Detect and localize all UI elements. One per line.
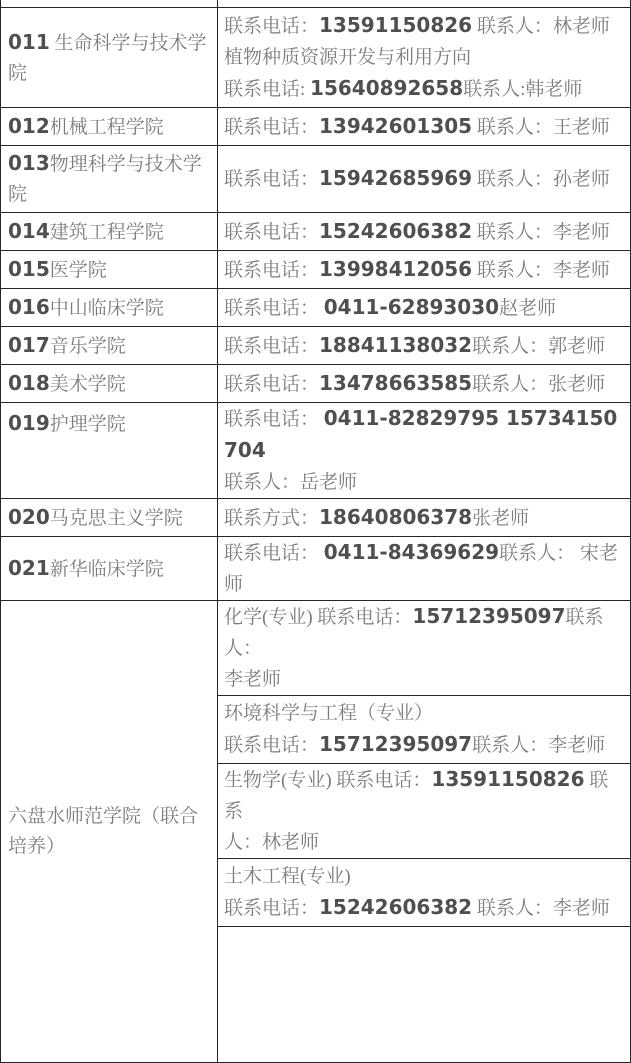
dept-cell: 017音乐学院 bbox=[1, 327, 218, 365]
dept-cell: 014建筑工程学院 bbox=[1, 213, 218, 251]
contact-line: 联系电话：15242606382 联系人：李老师 bbox=[224, 895, 610, 919]
phone-number: 15712395097 bbox=[412, 604, 566, 628]
contact-cell bbox=[218, 289, 631, 327]
phone-number: 15942685969 bbox=[319, 166, 473, 190]
phone-number: 012 bbox=[8, 113, 50, 138]
contact-line: 联系方式：18640806378张老师 bbox=[224, 504, 530, 529]
table-row bbox=[1, 8, 631, 108]
contact-cell bbox=[218, 327, 631, 365]
contact-cell bbox=[218, 146, 631, 213]
contact-cell bbox=[218, 8, 631, 108]
contact-line: 化学(专业) 联系电话：15712395097联系人： bbox=[224, 604, 604, 659]
table-row bbox=[1, 365, 631, 403]
contact-line: 联系电话：13591150826 联系人：林老师 bbox=[224, 13, 610, 37]
dept-cell: 012机械工程学院 bbox=[1, 108, 218, 146]
contact-cell bbox=[218, 0, 631, 8]
contact-line: 环境科学与工程（专业） bbox=[224, 703, 434, 724]
contact-cell bbox=[218, 696, 631, 764]
phone-number: 018 bbox=[8, 370, 50, 395]
dept-cell: 013物理科学与技术学院 bbox=[1, 146, 218, 213]
contact-line: 联系电话：15712395097联系人：李老师 bbox=[224, 732, 606, 756]
table-row bbox=[1, 213, 631, 251]
contact-line: 人：林老师 bbox=[224, 832, 320, 853]
contact-line: 联系电话：13942601305 联系人：王老师 bbox=[224, 113, 610, 138]
contact-cell bbox=[218, 403, 631, 499]
phone-number: 13942601305 bbox=[319, 113, 473, 138]
contact-line: 联系电话： 0411-82829795 15734150704 bbox=[224, 406, 618, 462]
phone-number: 017 bbox=[8, 332, 50, 357]
contact-line: 联系电话： 0411-62893030赵老师 bbox=[224, 294, 557, 319]
contact-line: 联系电话：15242606382 联系人：李老师 bbox=[224, 218, 610, 243]
table-subrow bbox=[1, 601, 631, 696]
dept-cell: 011 生命科学与技术学院 bbox=[1, 8, 218, 108]
contact-cell bbox=[218, 499, 631, 537]
contact-cell bbox=[218, 927, 631, 1063]
table-row bbox=[1, 251, 631, 289]
table-row bbox=[1, 499, 631, 537]
phone-number: 13591150826 bbox=[431, 767, 585, 791]
dept-cell: 021新华临床学院 bbox=[1, 537, 218, 601]
phone-number: 15242606382 bbox=[319, 218, 473, 243]
contact-line: 联系电话: 15640892658联系人:韩老师 bbox=[224, 76, 583, 100]
contact-line: 联系人：岳老师 bbox=[224, 472, 358, 493]
contact-cell bbox=[218, 859, 631, 927]
phone-number: 18640806378 bbox=[319, 504, 473, 529]
contact-line: 植物种质资源开发与利用方向 bbox=[224, 47, 472, 68]
contact-cell bbox=[218, 764, 631, 859]
contact-cell bbox=[218, 601, 631, 696]
contact-line: 联系电话： 0411-84369629联系人： 宋老师 bbox=[224, 540, 618, 595]
dept-cell: 019护理学院 bbox=[1, 403, 218, 499]
dept-cell: 018美术学院 bbox=[1, 365, 218, 403]
contact-line: 土木工程(专业) bbox=[224, 866, 351, 887]
phone-number: 019 bbox=[8, 411, 50, 435]
phone-number: 18841138032 bbox=[319, 332, 473, 357]
table-row bbox=[1, 108, 631, 146]
contact-line: 联系电话：18841138032联系人：郭老师 bbox=[224, 332, 606, 357]
table-row bbox=[1, 289, 631, 327]
contact-cell bbox=[218, 537, 631, 601]
phone-number: 013 bbox=[8, 151, 50, 175]
phone-number: 016 bbox=[8, 294, 50, 319]
table-row bbox=[1, 146, 631, 213]
contact-cell bbox=[218, 108, 631, 146]
dept-cell bbox=[1, 0, 218, 8]
contact-line: 联系电话：13478663585联系人：张老师 bbox=[224, 370, 606, 395]
phone-number: 021 bbox=[8, 555, 50, 580]
phone-number: 15640892658 bbox=[310, 76, 464, 100]
dept-cell: 016中山临床学院 bbox=[1, 289, 218, 327]
phone-number: 0411-62893030 bbox=[323, 294, 500, 319]
table-row bbox=[1, 403, 631, 499]
table-row-partial bbox=[1, 0, 631, 8]
contact-line: 联系电话：13998412056 联系人：李老师 bbox=[224, 256, 610, 281]
phone-number: 011 bbox=[8, 29, 50, 54]
phone-number: 13591150826 bbox=[319, 13, 473, 37]
phone-number: 15712395097 bbox=[319, 732, 473, 756]
phone-number: 015 bbox=[8, 256, 50, 281]
contact-cell bbox=[218, 251, 631, 289]
phone-number: 13998412056 bbox=[319, 256, 473, 281]
phone-number: 020 bbox=[8, 504, 50, 529]
contact-line: 联系电话：15942685969 联系人：孙老师 bbox=[224, 166, 610, 190]
dept-cell-joint: 六盘水师范学院（联合培养） bbox=[1, 601, 218, 1063]
phone-number: 13478663585 bbox=[319, 370, 473, 395]
contact-line: 生物学(专业) 联系电话：13591150826 联系 bbox=[224, 767, 609, 822]
phone-number: 0411-82829795 15734150704 bbox=[224, 406, 618, 462]
contact-cell bbox=[218, 213, 631, 251]
table-row bbox=[1, 537, 631, 601]
contact-cell bbox=[218, 365, 631, 403]
dept-cell: 015医学院 bbox=[1, 251, 218, 289]
contact-line: 李老师 bbox=[224, 669, 282, 690]
phone-number: 15242606382 bbox=[319, 895, 473, 919]
phone-number: 014 bbox=[8, 218, 50, 243]
table-row bbox=[1, 327, 631, 365]
dept-cell: 020马克思主义学院 bbox=[1, 499, 218, 537]
phone-number: 0411-84369629 bbox=[323, 540, 500, 564]
